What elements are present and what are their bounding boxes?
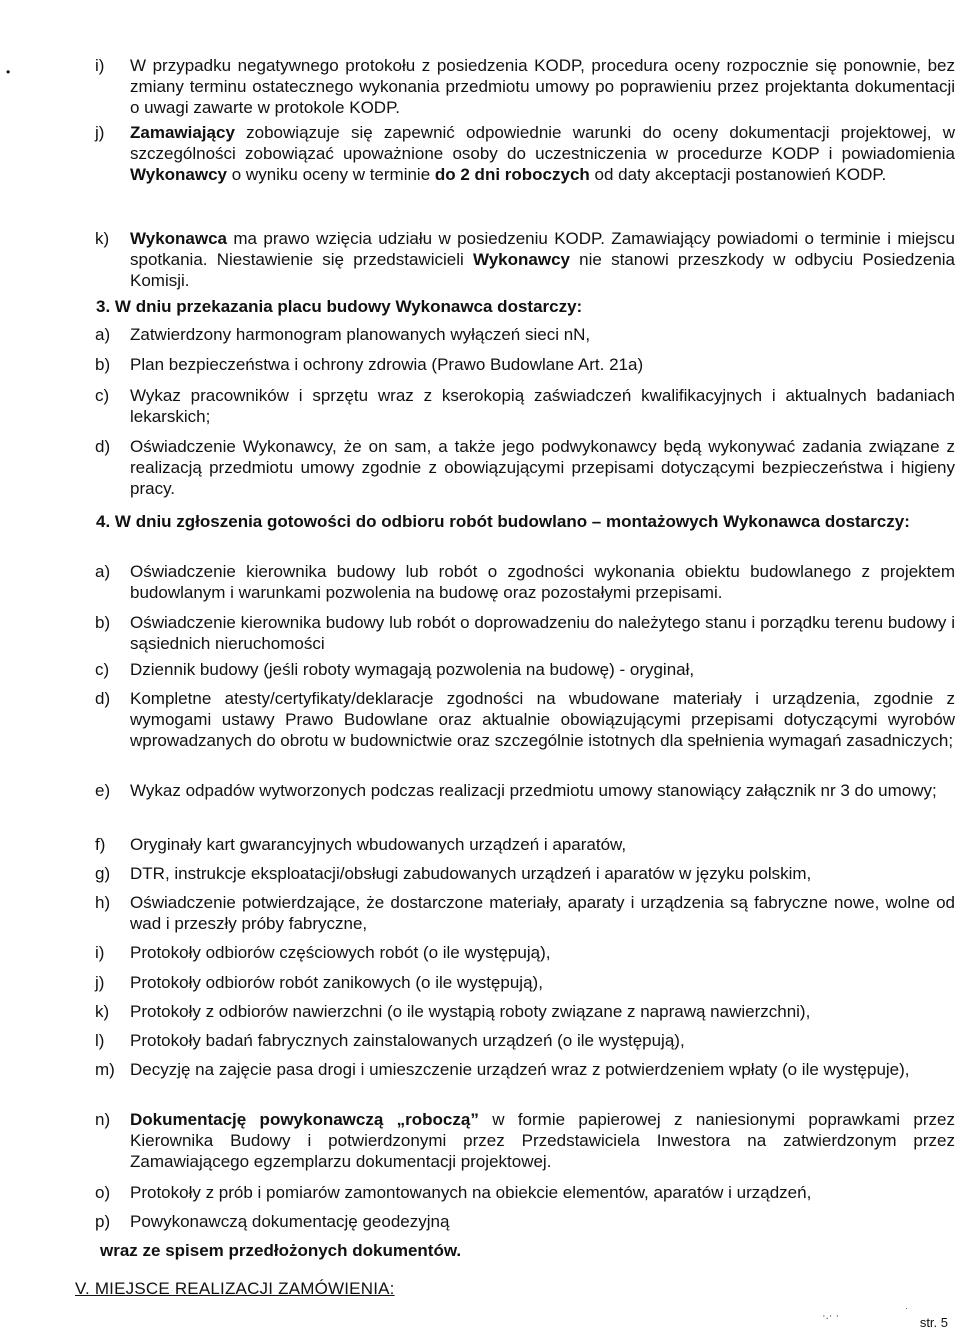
item-text: ma prawo wzięcia udziału w posiedzeniu KODP. Zamawiający powiadomi o terminie i miejscu spotkania. Niestawienie się przedstawicieli	[130, 229, 955, 269]
item-text: od daty akceptacji postanowień KODP.	[589, 165, 887, 184]
item-label: a)	[95, 562, 111, 581]
list-item	[95, 1182, 955, 1203]
item-label: b)	[95, 355, 111, 374]
item-label: m)	[95, 1060, 115, 1079]
item-text: Protokoły z prób i pomiarów zamontowanych na obiekcie elementów, aparatów i urządzeń,	[130, 1183, 812, 1202]
section-number: 4.	[96, 512, 111, 531]
item-text: zobowiązuje się zapewnić odpowiednie warunki do oceny dokumentacji projektowej, w szczególności zobowiązać upoważnione osoby do uczestniczenia w procedurze KODP i powiadomienia	[130, 123, 955, 163]
page-number: str. 5	[919, 1315, 948, 1330]
item-label: p)	[95, 1212, 111, 1231]
list-item	[95, 122, 955, 185]
list-item	[95, 561, 955, 603]
list-item	[95, 834, 955, 855]
list-item	[95, 612, 955, 654]
section-title: W dniu zgłoszenia gotowości do odbioru robót budowlano – montażowych Wykonawca dostarczy:	[114, 512, 910, 531]
item-text-bold: do 2 dni roboczych	[434, 165, 590, 184]
item-text: Dziennik budowy (jeśli roboty wymagają pozwolenia na budowę) - oryginał,	[130, 660, 695, 679]
item-text: Powykonawczą dokumentację geodezyjną	[130, 1212, 450, 1231]
item-label: c)	[95, 386, 110, 405]
item-label: d)	[95, 689, 111, 708]
item-text: w formie papierowej z naniesionymi poprawkami przez Kierownika Budowy i potwierdzonymi przez Przedstawiciela Inwestora na zatwierdzonym przez Zamawiającego egzemplarzu dokumentacji projektowej.	[130, 1110, 955, 1171]
item-text: W przypadku negatywnego protokołu z posiedzenia KODP, procedura oceny rozpocznie się ponownie, bez zmiany terminu ostatecznego wykonania przedmiotu umowy po poprawieniu przez projektanta dokumentacji o uwagi zawarte w protokole KODP.	[130, 56, 955, 117]
list-item	[95, 1109, 955, 1172]
list-item	[95, 892, 955, 934]
item-text-bold: Dokumentację powykonawczą „roboczą”	[130, 1110, 479, 1129]
item-label: h)	[95, 893, 111, 912]
item-label: f)	[95, 835, 106, 854]
list-item	[95, 780, 955, 801]
list-item	[95, 55, 955, 118]
list-item	[95, 385, 955, 427]
item-text: Decyzję na zajęcie pasa drogi i umieszczenie urządzeń wraz z potwierdzeniem wpłaty (o ile występuje),	[130, 1060, 910, 1079]
item-label: k)	[95, 229, 110, 248]
scan-specks: ·.· ·	[822, 1310, 840, 1322]
item-label: a)	[95, 325, 111, 344]
list-item	[95, 1211, 955, 1232]
item-text: Protokoły z odbiorów nawierzchni (o ile wystąpią roboty związane z naprawą nawierzchni),	[130, 1002, 811, 1021]
section-heading	[96, 511, 956, 532]
section-heading	[96, 296, 956, 317]
item-label: g)	[95, 864, 111, 883]
scan-specks: ·	[905, 1303, 908, 1313]
list-item	[95, 659, 955, 680]
item-text: Kompletne atesty/certyfikaty/deklaracje zgodności na wbudowane materiały i urządzenia, zgodnie z wymogami ustawy Prawo Budowlane oraz aktualnie obowiązującymi przepisami dotyczącymi wyrobów wprowadzanych do obrotu w budownictwie oraz szczególnie istotnych dla spełnienia wymagań zasadniczych;	[130, 689, 955, 750]
item-label: e)	[95, 781, 111, 800]
closing-note: wraz ze spisem przedłożonych dokumentów.	[100, 1241, 462, 1260]
item-text-bold: Wykonawca	[130, 229, 228, 248]
item-text: Wykaz odpadów wytworzonych podczas realizacji przedmiotu umowy stanowiący załącznik nr 3 do umowy;	[130, 781, 937, 800]
item-label: j)	[95, 123, 105, 142]
item-text: Oryginały kart gwarancyjnych wbudowanych urządzeń i aparatów,	[130, 835, 627, 854]
list-item	[95, 942, 955, 963]
section-heading-v: V. MIEJSCE REALIZACJI ZAMÓWIENIA:	[75, 1279, 395, 1298]
item-text: nie stanowi przeszkody w odbyciu Posiedzenia Komisji.	[130, 250, 955, 290]
item-label: j)	[95, 973, 105, 992]
margin-bullet: •	[6, 65, 11, 79]
item-label: l)	[95, 1031, 105, 1050]
list-item	[95, 863, 955, 884]
item-text: Oświadczenie kierownika budowy lub robót o doprowadzeniu do należytego stanu i porządku terenu budowy i sąsiednich nieruchomości	[130, 613, 955, 653]
section-number: 3.	[96, 297, 111, 316]
item-label: d)	[95, 437, 111, 456]
section-title: W dniu przekazania placu budowy Wykonawca dostarczy:	[114, 297, 583, 316]
item-label: i)	[95, 56, 105, 75]
item-text: Protokoły badań fabrycznych zainstalowanych urządzeń (o ile występują),	[130, 1031, 685, 1050]
item-text: Wykaz pracowników i sprzętu wraz z kserokopią zaświadczeń kwalifikacyjnych i aktualnych badaniach lekarskich;	[130, 386, 955, 426]
item-text-bold: Wykonawcy	[472, 250, 570, 269]
item-text: Plan bezpieczeństwa i ochrony zdrowia (Prawo Budowlane Art. 21a)	[130, 355, 644, 374]
item-text-bold: Wykonawcy	[130, 165, 228, 184]
item-label: k)	[95, 1002, 110, 1021]
item-text: Oświadczenie potwierdzające, że dostarczone materiały, aparaty i urządzenia są fabryczne nowe, wolne od wad i przeszły próby fabryczne,	[130, 893, 955, 933]
list-item	[95, 324, 955, 345]
item-text: Oświadczenie kierownika budowy lub robót o zgodności wykonania obiektu budowlanego z projektem budowlanym i warunkami pozwolenia na budowę oraz pozostałymi przepisami.	[130, 562, 955, 602]
list-item	[95, 354, 955, 375]
list-item	[95, 972, 955, 993]
item-label: n)	[95, 1110, 111, 1129]
item-text: Oświadczenie Wykonawcy, że on sam, a także jego podwykonawcy będą wykonywać zadania związane z realizacją przedmiotu umowy zgodnie z obowiązującymi przepisami dotyczącymi bezpieczeństwa i higieny pracy.	[130, 437, 955, 498]
list-item	[95, 1030, 955, 1051]
list-item	[95, 1001, 955, 1022]
list-item	[95, 688, 955, 751]
list-item	[95, 436, 955, 499]
item-text: Zatwierdzony harmonogram planowanych wyłączeń sieci nN,	[130, 325, 591, 344]
item-text: Protokoły odbiorów częściowych robót (o ile występują),	[130, 943, 551, 962]
list-item	[95, 1059, 955, 1080]
list-item	[95, 228, 955, 291]
item-text-bold: Zamawiający	[130, 123, 235, 142]
item-label: o)	[95, 1183, 111, 1202]
item-label: i)	[95, 943, 105, 962]
item-text: o wyniku oceny w terminie	[227, 165, 435, 184]
item-text: DTR, instrukcje eksploatacji/obsługi zabudowanych urządzeń i aparatów w języku polskim,	[130, 864, 812, 883]
item-label: c)	[95, 660, 110, 679]
item-text: Protokoły odbiorów robót zanikowych (o ile występują),	[130, 973, 543, 992]
item-label: b)	[95, 613, 111, 632]
